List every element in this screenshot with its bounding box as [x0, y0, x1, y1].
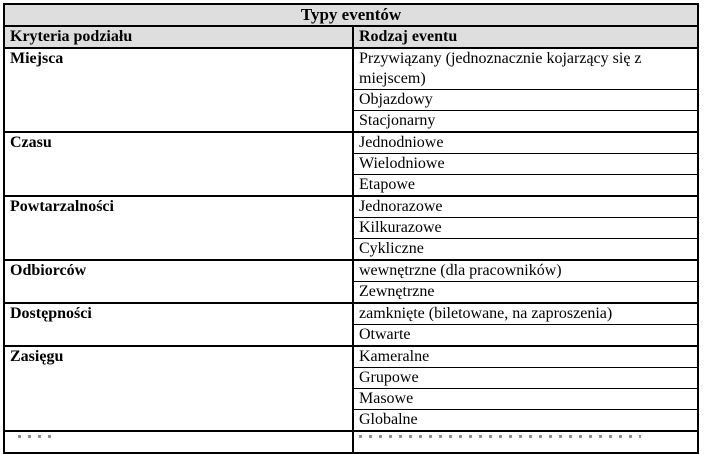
column-header-event-type: Rodzaj eventu: [353, 26, 698, 48]
type-cell: Zewnętrzne: [353, 282, 698, 304]
type-cell: Jednodniowe: [353, 132, 698, 154]
clipped-criterion-cell: [4, 431, 353, 453]
clipped-type-cell: [353, 431, 698, 453]
criterion-cell-zasiegu: Zasięgu: [4, 346, 353, 431]
table-row: [4, 346, 698, 368]
type-cell: zamknięte (biletowane, na zaproszenia): [353, 303, 698, 325]
event-types-table: [3, 3, 699, 454]
type-cell: Jednorazowe: [353, 196, 698, 218]
type-cell: Przywiązany (jednoznacznie kojarzący się z miejscem): [353, 48, 698, 90]
table-title: Typy eventów: [4, 4, 698, 26]
criterion-cell-czasu: Czasu: [4, 132, 353, 196]
table-title-row: [4, 4, 698, 26]
criterion-cell-miejsca: Miejsca: [4, 48, 353, 132]
type-cell: Masowe: [353, 389, 698, 410]
column-header-criteria: Kryteria podziału: [4, 26, 353, 48]
criterion-cell-odbiorcow: Odbiorców: [4, 260, 353, 303]
type-cell: Kameralne: [353, 346, 698, 368]
type-cell: Etapowe: [353, 175, 698, 197]
table-row: [4, 48, 698, 90]
type-cell: Grupowe: [353, 368, 698, 389]
type-cell: Cykliczne: [353, 239, 698, 261]
type-cell: Otwarte: [353, 325, 698, 347]
criterion-cell-dostepnosci: Dostępności: [4, 303, 353, 346]
criterion-cell-powtarzalnosci: Powtarzalności: [4, 196, 353, 260]
clipped-text-fragment: [18, 435, 52, 438]
table-row: [4, 132, 698, 154]
column-header-row: [4, 26, 698, 48]
type-cell: Objazdowy: [353, 90, 698, 111]
table-row: [4, 303, 698, 325]
type-cell: Stacjonarny: [353, 111, 698, 133]
type-cell: Wielodniowe: [353, 154, 698, 175]
clipped-text-fragment: [359, 435, 641, 438]
clipped-bottom-row: [4, 431, 698, 453]
type-cell: wewnętrzne (dla pracowników): [353, 260, 698, 282]
type-cell: Globalne: [353, 410, 698, 432]
table-row: [4, 260, 698, 282]
table-row: [4, 196, 698, 218]
type-cell: Kilkurazowe: [353, 218, 698, 239]
